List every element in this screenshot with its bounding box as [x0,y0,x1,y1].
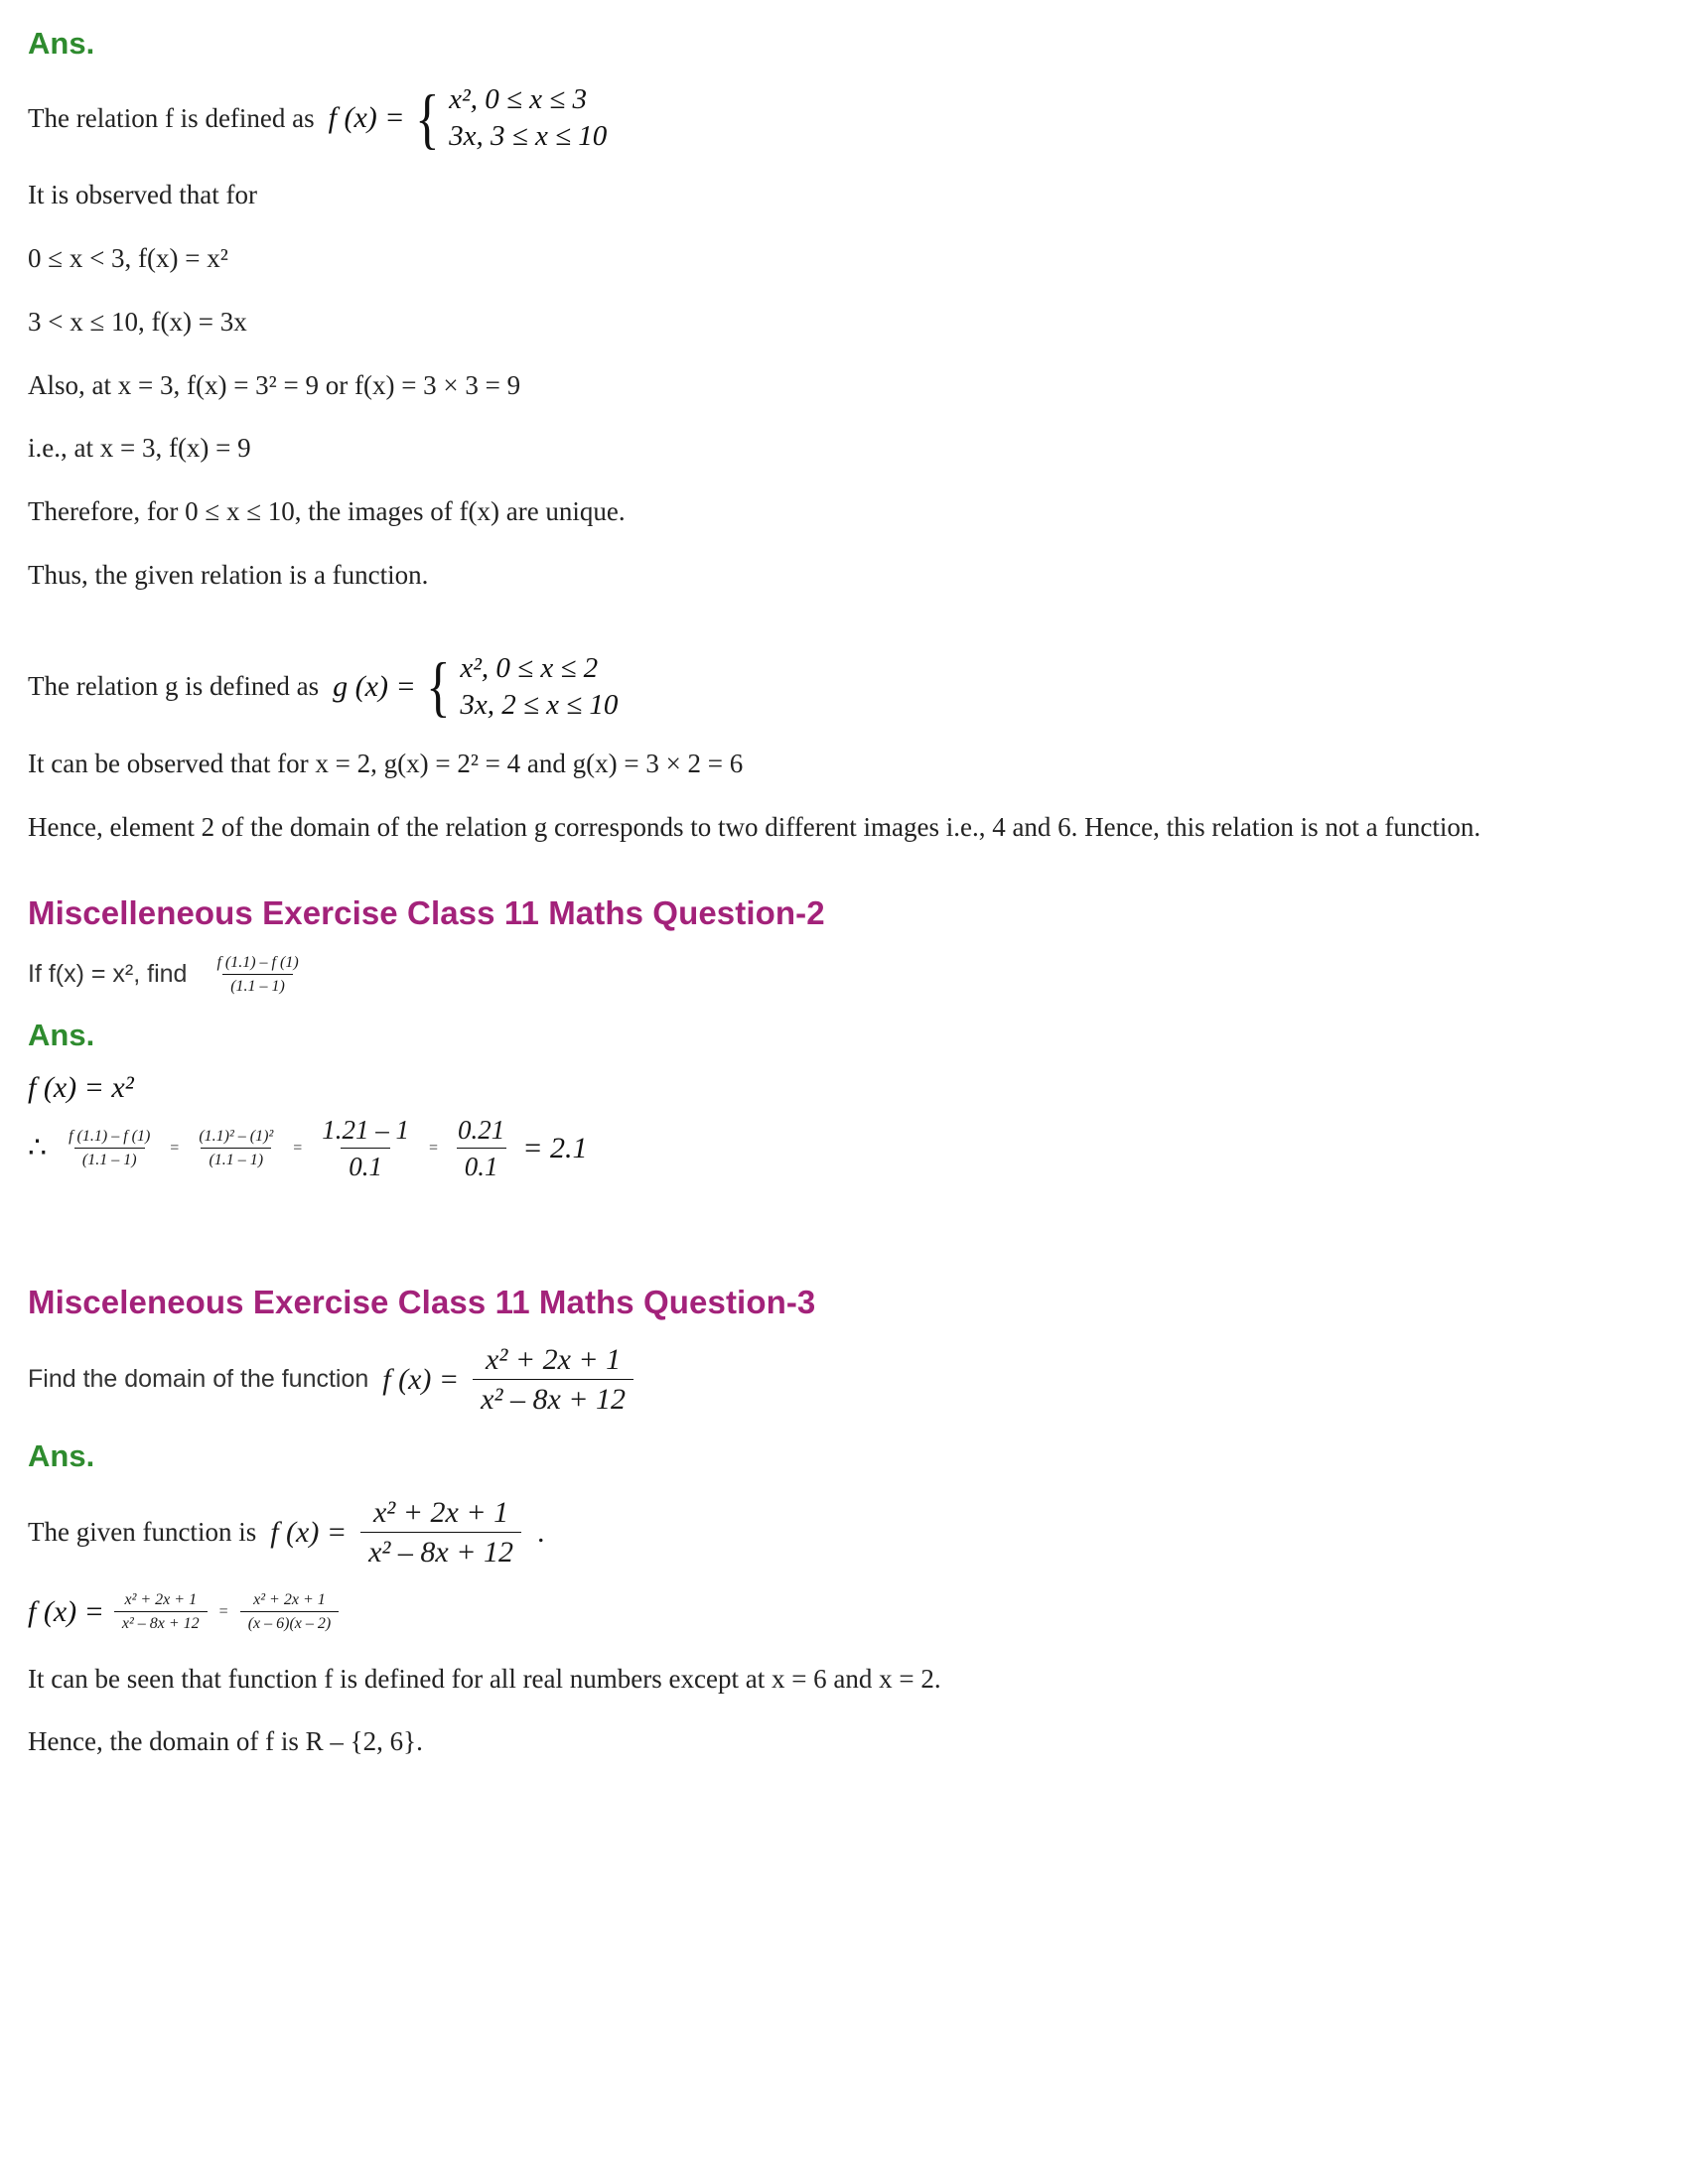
question-3-heading: Misceleneous Exercise Class 11 Maths Question-3 [28,1283,816,1320]
period-mark: . [536,1515,545,1549]
q2-result: = 2.1 [522,1131,588,1164]
q3-given-function [270,1496,546,1570]
q2-step-2-fraction [191,1128,281,1169]
q2-fx-definition: f (x) = x² [28,1070,134,1104]
q3-step-2-denominator: (x – 6)(x – 2) [240,1611,340,1633]
q2-step-3-denominator: 0.1 [341,1148,390,1182]
q3-prompt-row [28,1343,1660,1417]
q3-step-1-numerator: x² + 2x + 1 [124,1590,198,1608]
q3-answer-fraction [360,1496,521,1570]
q3-factorization [28,1591,1660,1633]
q3-answer-numerator: x² + 2x + 1 [372,1495,509,1529]
q2-step-4-numerator: 0.21 [458,1114,505,1145]
q1-line-2: 3 < x ≤ 10, f(x) = 3x [28,306,247,337]
q1-function-g-definition [333,648,619,725]
q3-domain-conclusion: Hence, the domain of f is R – {2, 6}. [28,1726,423,1757]
q1-relation-g-row [28,648,1660,725]
q1-f-case-2: 3x, 3 ≤ x ≤ 10 [449,120,608,152]
q3-step-2-fraction [240,1591,340,1633]
q3-step-1-denominator: x² – 8x + 12 [114,1611,208,1633]
q2-fx-line [28,1071,1660,1105]
q2-step-4-denominator: 0.1 [457,1148,506,1182]
answer-label-q3: Ans. [28,1437,95,1473]
q3-prompt-lead: Find the domain of the function [28,1365,369,1394]
q2-step-2-denominator: (1.1 – 1) [201,1148,271,1169]
q1-line-3: Also, at x = 3, f(x) = 3² = 9 or f(x) = 3 × 3 = 9 [28,369,521,400]
q3-given-function-row [28,1496,1660,1570]
equals-sign: = [293,1139,303,1157]
left-brace-icon: { [414,79,440,156]
answer-label-q2: Ans. [28,1017,95,1052]
q1-g-name: g (x) = [333,669,416,703]
q1-line-6: Thus, the given relation is a function. [28,560,429,591]
q2-step-1-fraction [61,1128,158,1169]
q2-step-4-fraction [450,1115,512,1182]
q2-prompt-numerator: f (1.1) – f (1) [216,953,299,971]
q2-prompt-row [28,954,1660,996]
q3-answer-denominator: x² – 8x + 12 [360,1532,521,1570]
q2-prompt-lead: If f(x) = x², find [28,960,188,989]
q1-line-5: Therefore, for 0 ≤ x ≤ 10, the images of f(x) are unique. [28,496,626,527]
q1-intro-text: The relation f is defined as [28,102,315,133]
q3-prompt-function [382,1343,641,1417]
q3-prompt-denominator: x² – 8x + 12 [473,1379,633,1417]
q2-step-2-numerator: (1.1)² – (1)² [199,1127,274,1145]
q2-prompt-denominator: (1.1 – 1) [222,974,293,996]
q3-explanation-line: It can be seen that function f is defined for all real numbers except at x = 6 and x = 2. [28,1663,941,1694]
q2-prompt-fraction [209,954,306,996]
q1-line-1: 0 ≤ x < 3, f(x) = x² [28,242,228,273]
question-2-heading: Miscelleneous Exercise Class 11 Maths Question-2 [28,893,825,931]
q1-conclusion: Hence, element 2 of the domain of the relation g corresponds to two different images i.e., 4 and 6. Hence, this relation is not a function. [28,811,1481,842]
q3-factorization-line [28,1591,1660,1633]
q1-f-case-1: x², 0 ≤ x ≤ 3 [449,83,587,115]
equals-sign: = [218,1602,228,1620]
q2-step-1-numerator: f (1.1) – f (1) [69,1127,151,1145]
q3-step-1-fraction [114,1591,208,1633]
equals-sign: = [429,1139,439,1157]
equals-sign: = [170,1139,180,1157]
q3-step-function-name: f (x) = [28,1594,104,1628]
q1-f-name: f (x) = [328,101,405,134]
q2-step-3-numerator: 1.21 – 1 [322,1114,410,1145]
q2-step-3-fraction [314,1115,417,1182]
q3-answer-function-name: f (x) = [270,1515,348,1549]
q2-computation-line [28,1115,1660,1182]
therefore-symbol: ∴ [28,1132,48,1165]
q1-function-f-definition [328,79,608,156]
q1-g-observation: It can be observed that for x = 2, g(x) = 2² = 4 and g(x) = 3 × 2 = 6 [28,748,744,778]
q3-prompt-numerator: x² + 2x + 1 [486,1342,622,1376]
q1-relation-f-row [28,79,1660,156]
q1-g-intro-text: The relation g is defined as [28,671,320,702]
q2-step-1-denominator: (1.1 – 1) [74,1148,145,1169]
q1-line-4: i.e., at x = 3, f(x) = 9 [28,433,251,464]
q3-prompt-fraction [473,1343,633,1417]
answer-label-q1: Ans. [28,26,95,61]
q1-g-case-1: x², 0 ≤ x ≤ 2 [460,651,599,684]
q3-prompt-function-name: f (x) = [382,1362,460,1396]
q2-solution [28,1071,1660,1182]
left-brace-icon: { [425,648,451,725]
q3-answer-lead: The given function is [28,1517,257,1548]
q1-g-case-2: 3x, 2 ≤ x ≤ 10 [460,688,619,721]
q1-observed-line: It is observed that for [28,180,257,209]
q3-step-2-numerator: x² + 2x + 1 [253,1590,326,1608]
